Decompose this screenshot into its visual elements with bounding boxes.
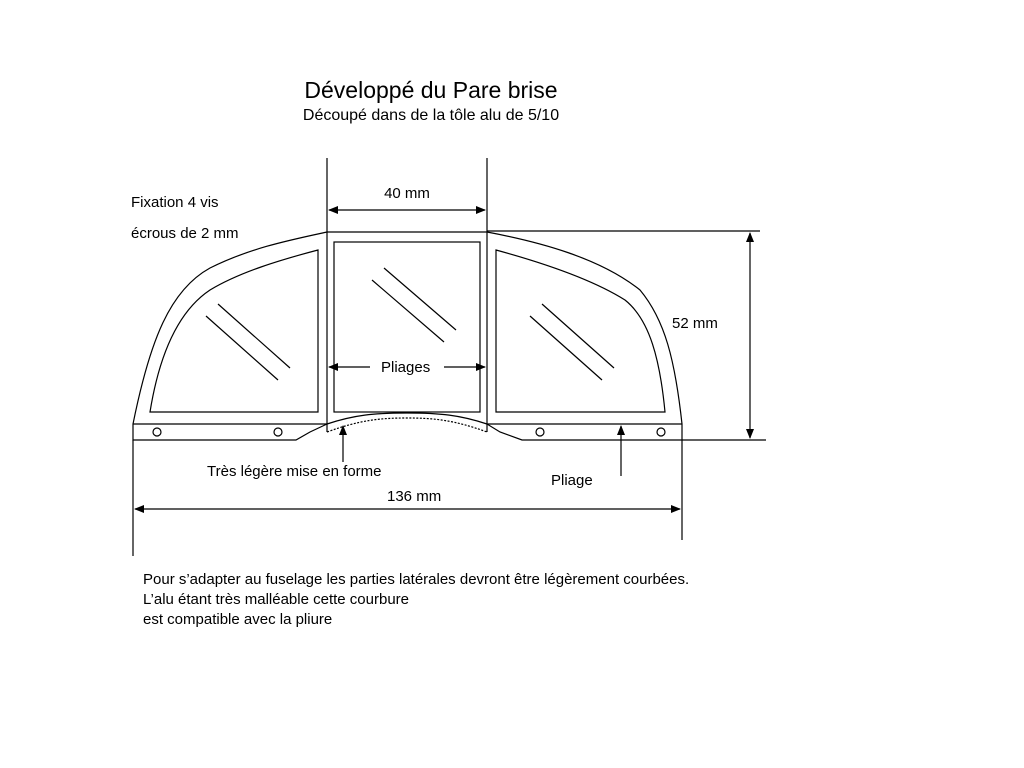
fixation-note-line2: écrous de 2 mm xyxy=(131,225,239,242)
page-subtitle: Découpé dans de la tôle alu de 5/10 xyxy=(302,107,560,124)
footer-line-3: est compatible avec la pliure xyxy=(143,611,333,628)
height-label: 52 mm xyxy=(672,315,718,332)
screw-hole-3 xyxy=(536,428,544,436)
left-window xyxy=(150,250,318,412)
total-width-label: 136 mm xyxy=(387,488,442,505)
screw-hole-4 xyxy=(657,428,665,436)
top-width-label: 40 mm xyxy=(384,185,430,202)
forming-curve xyxy=(327,418,487,432)
center-window xyxy=(334,242,480,412)
pliages-label: Pliages xyxy=(381,359,431,376)
windshield-outline xyxy=(133,232,682,440)
footer-note xyxy=(143,570,689,630)
forming-label: Très légère mise en forme xyxy=(207,463,382,480)
screw-hole-1 xyxy=(153,428,161,436)
footer-line-2: L’alu étant très malléable cette courbure xyxy=(143,591,409,608)
right-window xyxy=(496,250,665,412)
pliage-label: Pliage xyxy=(551,472,593,489)
page-title: Développé du Pare brise xyxy=(304,77,558,103)
fixation-note-line1: Fixation 4 vis xyxy=(131,194,219,211)
screw-hole-2 xyxy=(274,428,282,436)
footer-line-1: Pour s’adapter au fuselage les parties latérales devront être légèrement courbées. xyxy=(143,571,690,588)
